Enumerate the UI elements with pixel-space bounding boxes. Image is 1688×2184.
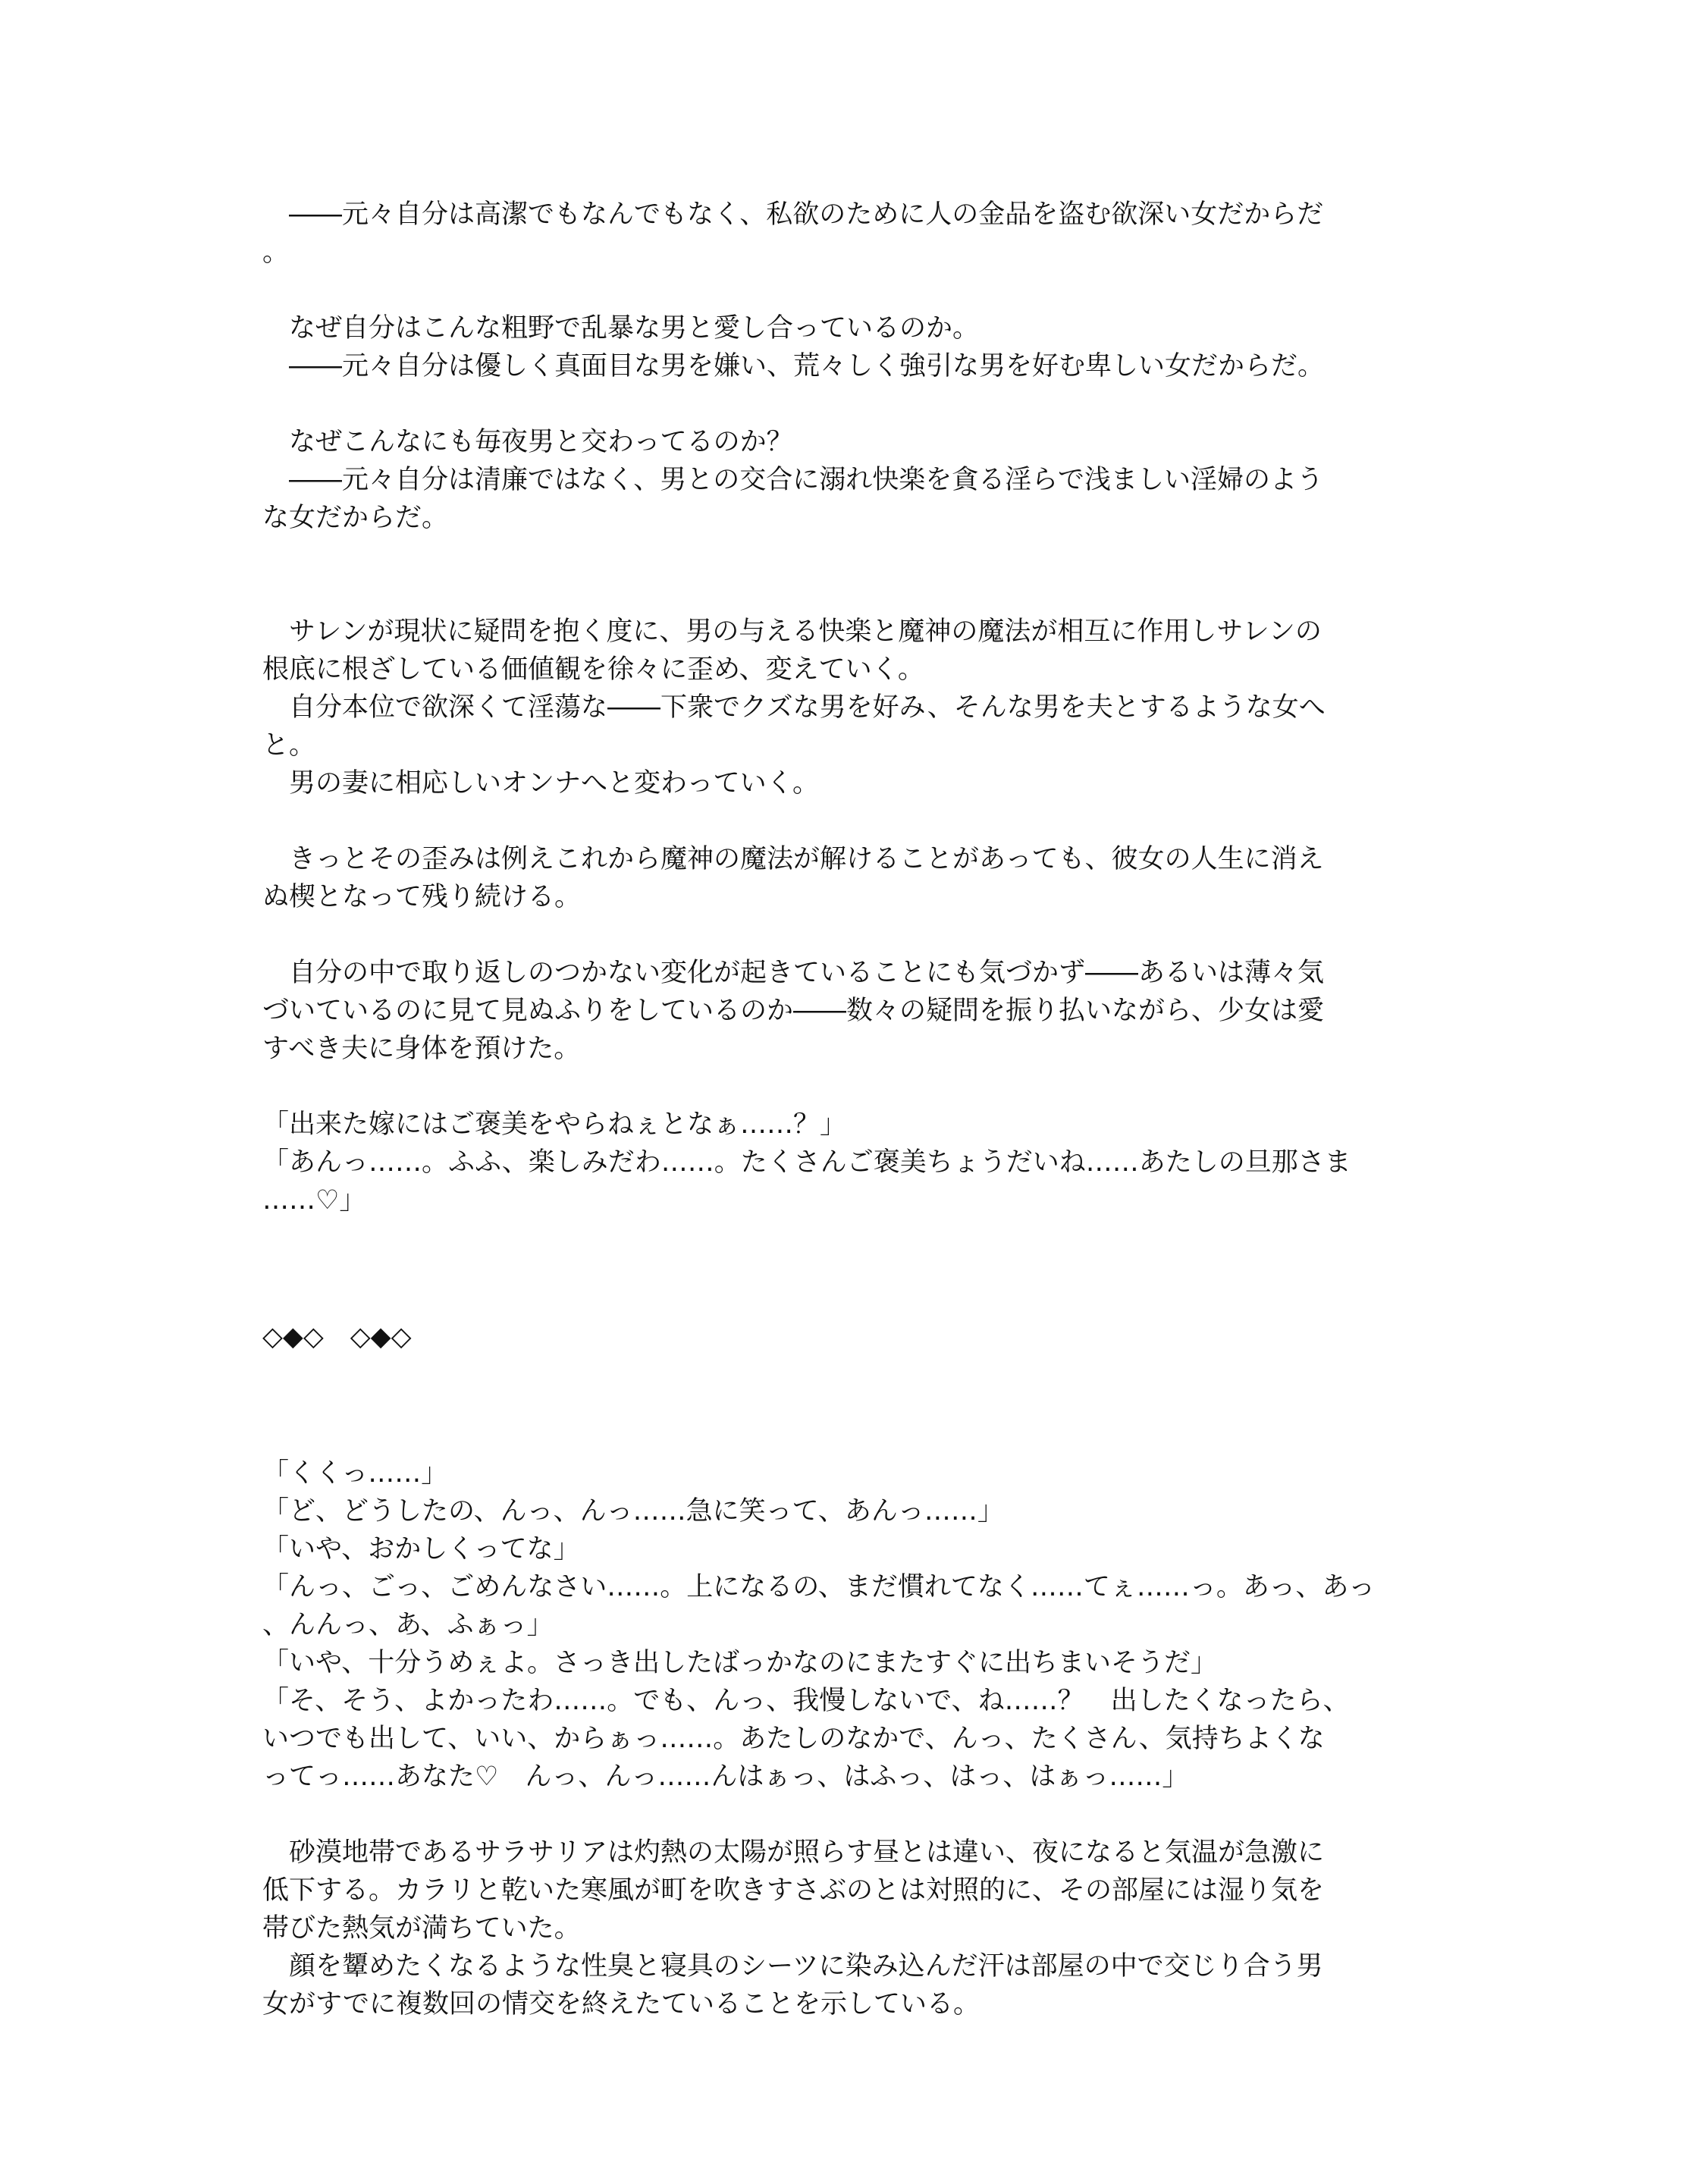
text-line: ……♡」 [262,1185,366,1216]
scene-separator-text: ◇◆◇ ◇◆◇ [262,1322,412,1352]
paragraph-3 [262,423,1430,537]
text-line: 「あんっ……。ふふ、楽しみだわ……。たくさんご褒美ちょうだいね……あたしの旦那さま [262,1147,1351,1178]
text-line: なぜこんなにも毎夜男と交わってるのか？ [262,427,793,457]
section-break [262,1219,1430,1318]
paragraph-break [262,1068,1430,1106]
text-line: 、んんっ、あ、ふぁっ」 [262,1610,554,1640]
text-line: 「んっ、ごっ、ごめんなさい……。上になるの、まだ慣れてなく……てぇ……っ。あっ、あっ [262,1572,1376,1602]
dialogue-1 [262,1106,1430,1219]
text-line: ってっ……あなた♡ んっ、んっ……んはぁっ、はふっ、はっ、はぁっ……」 [262,1762,1189,1792]
paragraph-1 [262,196,1430,271]
paragraph-break [262,916,1430,954]
text-line: ――元々自分は優しく真面目な男を嫌い、荒々しく強引な男を好む卑しい女だからだ。 [262,351,1325,381]
section-break [262,537,1430,613]
text-line: 「いや、おかしくってな」 [262,1534,580,1564]
text-line: づいているのに見て見ぬふりをしているのか――数々の疑問を振り払いながら、少女は愛 [262,996,1325,1026]
text-line: 低下する。カラリと乾いた寒風が町を吹きすさぶのとは対照的に、その部屋には湿り気を [262,1875,1325,1906]
text-line: すべき夫に身体を預けた。 [262,1034,581,1064]
text-line: 男の妻に相応しいオンナへと変わっていく。 [262,768,819,799]
paragraph-break [262,271,1430,309]
text-line: ぬ楔となって残り続ける。 [262,882,582,912]
text-line: 砂漠地帯であるサラサリアは灼熱の太陽が照らす昼とは違い、夜になると気温が急激に [262,1837,1325,1868]
paragraph-4 [262,613,1430,802]
text-line: 「ど、どうしたの、んっ、んっ……急に笑って、あんっ……」 [262,1496,1004,1527]
document-page [262,196,1430,2137]
paragraph-7 [262,1834,1430,2023]
dialogue-2 [262,1454,1430,1796]
paragraph-5 [262,840,1430,916]
text-line: 「そ、そう、よかったわ……。でも、んっ、我慢しないで、ね……？ 出したくなったら、 [262,1686,1350,1716]
text-line: いつでも出して、いい、からぁっ……。あたしのなかで、んっ、たくさん、気持ちよくな [262,1724,1325,1754]
text-line: 自分の中で取り返しのつかない変化が起きていることにも気づかず――あるいは薄々気 [262,958,1325,988]
paragraph-6 [262,954,1430,1068]
text-line: 「出来た嫁にはご褒美をやらねぇとなぁ……？」 [262,1109,847,1140]
paragraph-break [262,802,1430,840]
text-line: きっとその歪みは例えこれから魔神の魔法が解けることがあっても、彼女の人生に消え [262,844,1324,874]
paragraph-2 [262,309,1430,385]
text-line: と。 [262,730,316,761]
text-line: 。 [262,237,290,268]
text-line: 女がすでに複数回の情交を終えたていることを示している。 [262,1989,980,2019]
section-break [262,1356,1430,1454]
text-line: 「いや、十分うめぇよ。さっき出したばっかなのにまたすぐに出ちまいそうだ」 [262,1648,1217,1678]
text-line: 顔を顰めたくなるような性臭と寝具のシーツに染み込んだ汗は部屋の中で交じり合う男 [262,1951,1323,1982]
paragraph-break [262,385,1430,423]
text-line: サレンが現状に疑問を抱く度に、男の与える快楽と魔神の魔法が相互に作用しサレンの [262,617,1322,647]
text-line: 帯びた熱気が満ちていた。 [262,1913,581,1944]
text-line: 自分本位で欲深くて淫蕩な――下衆でクズな男を好み、そんな男を夫とするような女へ [262,692,1326,723]
text-line: ――元々自分は清廉ではなく、男との交合に溺れ快楽を貪る淫らで浅ましい淫婦のよう [262,465,1323,495]
paragraph-break [262,1796,1430,1834]
text-line: なぜ自分はこんな粗野で乱暴な男と愛し合っているのか。 [262,313,980,344]
scene-separator [262,1318,1430,1356]
text-line: 「くくっ……」 [262,1458,448,1489]
text-line: ――元々自分は高潔でもなんでもなく、私欲のために人の金品を盗む欲深い女だからだ [262,199,1324,230]
text-line: な女だからだ。 [262,503,449,533]
text-line: 根底に根ざしている価値観を徐々に歪め、変えていく。 [262,654,924,685]
